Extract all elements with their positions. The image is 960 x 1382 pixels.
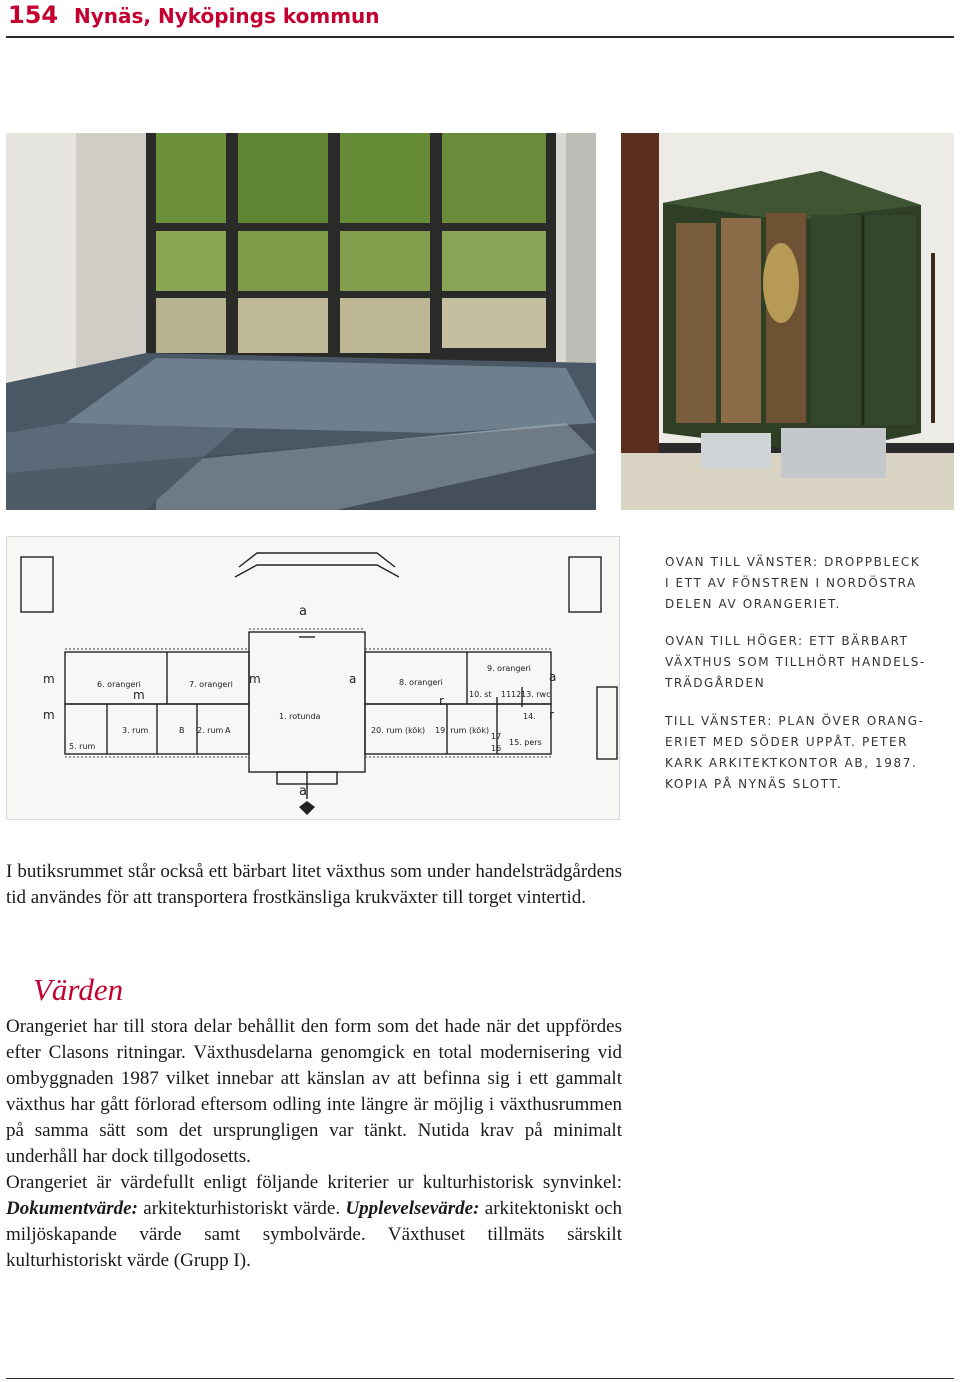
- plan-room-7: 7. orangeri: [189, 680, 233, 689]
- plan-label-m-3: m: [133, 688, 145, 702]
- plan-room-2: 2. rum: [197, 726, 224, 735]
- plan-room-8: 8. orangeri: [399, 678, 443, 687]
- page-header: [6, 0, 954, 38]
- caption-left-photo: OVAN TILL VÄNSTER: DROPPBLECK I ETT AV FÖNSTREN I NORDÖSTRA DELEN AV ORANGERIET.: [665, 555, 921, 611]
- plan-label-b: B: [179, 726, 185, 735]
- north-arrow-icon: [299, 801, 315, 815]
- plan-room-10: 10. st: [469, 690, 492, 699]
- plan-label-r-1: r: [549, 708, 554, 722]
- plan-room-19: 19. rum (kök): [435, 726, 490, 735]
- plan-room-16: 16: [491, 744, 502, 753]
- intro-paragraph: I butiksrummet står också ett bärbart litet växthus som under handelsträdgårdens tid användes för att transportera frostkänsliga krukväxter till torget vintertid.: [6, 861, 622, 908]
- photo-portable-greenhouse: [621, 133, 954, 510]
- plan-room-15: 15. pers: [509, 738, 542, 747]
- term-dokumentvarde: Dokumentvärde:: [6, 1198, 138, 1219]
- page-title: Nynäs, Nyköpings kommun: [74, 4, 380, 28]
- plan-label-a-bottom: a: [299, 784, 307, 799]
- paragraph-1: Orangeriet har till stora delar behållit den form som det hade när det uppfördes efter Clasons ritningar. Växthusdelarna genomgick en total modernisering vid ombyggnaden 1987 vilket innebar att känslan av att befinna sig i ett gammalt växthus har gått förlorad eftersom odling inte längre är möjlig i växthusrummen på samma sätt som det ursprungligen var tänkt. Nutida krav på minimalt underhåll har dock tillgodosetts.: [6, 1016, 622, 1167]
- plan-room-20: 20. rum (kök): [371, 726, 426, 735]
- body-text: [6, 1014, 622, 1274]
- plan-room-13: 13. rwc: [521, 690, 551, 699]
- plan-label-r-2: r: [439, 694, 444, 708]
- plan-label-a-right: a: [549, 670, 557, 684]
- plan-walls: [21, 553, 617, 799]
- window-sill-illustration: [6, 133, 596, 510]
- plan-room-9: 9. orangeri: [487, 664, 531, 673]
- footer-rule: [6, 1378, 954, 1379]
- term-upplevelsevarde: Upplevelsevärde:: [345, 1198, 480, 1219]
- plan-room-1: 1. rotunda: [279, 712, 321, 721]
- plan-room-3: 3. rum: [122, 726, 149, 735]
- plan-room-5: 5. rum: [69, 742, 96, 751]
- greenhouse-illustration: [621, 133, 954, 510]
- plan-label-a-mid: a: [349, 672, 357, 686]
- floor-plan: [6, 536, 620, 820]
- plan-label-m-4: m: [249, 672, 261, 686]
- plan-label-m-2: m: [43, 708, 55, 722]
- plan-label-a-top: a: [299, 604, 307, 619]
- plan-room-12: 12: [511, 690, 522, 699]
- plan-label-m-1: m: [43, 672, 55, 686]
- plan-room-14: 14.: [523, 712, 536, 721]
- paragraph-2: Orangeriet är värdefullt enligt följande kriterier ur kulturhistorisk synvinkel: Dokumentvärde: arkitekturhistoriskt värde. Upplevelsevärde: arkitektoniskt och miljöskapande värde samt symbolvärde. Växthuset tillmäts särskilt kulturhistoriskt värde (Grupp I).: [6, 1172, 622, 1271]
- plan-room-11: 11: [501, 690, 512, 699]
- caption-right-photo: OVAN TILL HÖGER: ETT BÄRBART VÄXTHUS SOM TILLHÖRT HANDELS- TRÄDGÅRDEN: [665, 634, 926, 690]
- caption-floor-plan: TILL VÄNSTER: PLAN ÖVER ORANG- ERIET MED SÖDER UPPÅT. PETER KARK ARKITEKTKONTOR AB, 1987. KOPIA PÅ NYNÄS SLOTT.: [665, 714, 925, 791]
- plan-label-a-room: A: [225, 726, 231, 735]
- page-number: 154: [8, 1, 59, 29]
- plan-room-6: 6. orangeri: [97, 680, 141, 689]
- plan-room-17: 17: [491, 732, 502, 741]
- section-heading: Värden: [33, 972, 124, 1007]
- floor-plan-drawing: [7, 537, 619, 819]
- photo-window-sill: [6, 133, 596, 510]
